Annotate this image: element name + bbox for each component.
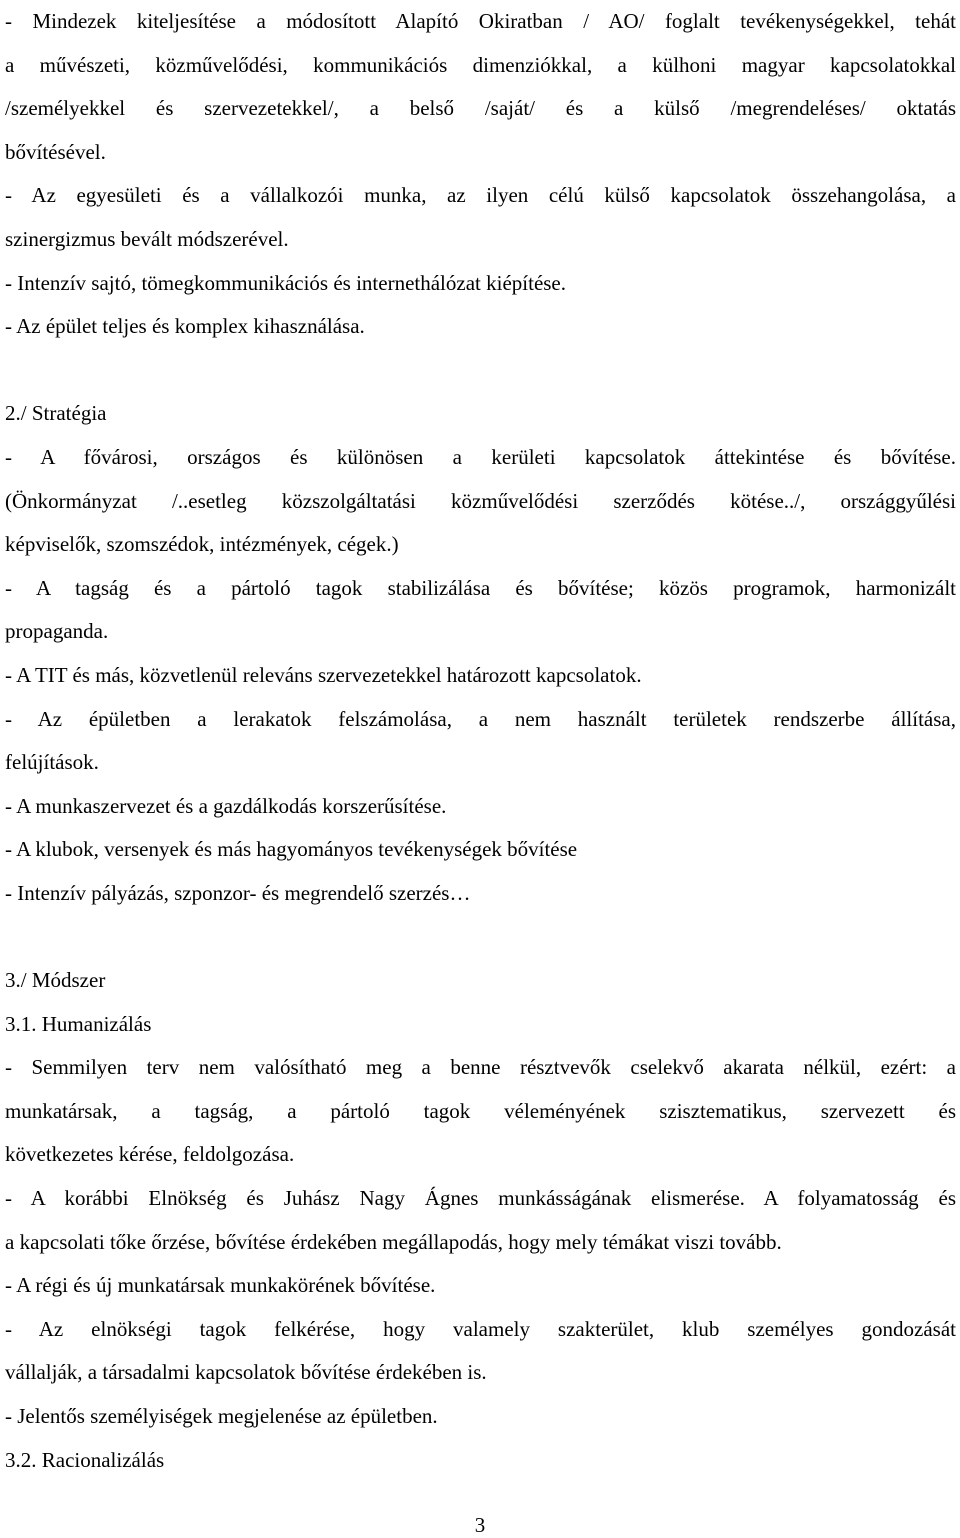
text-line: - Az épületben a lerakatok felszámolása, a nem használt területek rendszerbe állítása, — [5, 706, 956, 731]
text-line: 3.2. Racionalizálás — [5, 1447, 165, 1472]
text-line: - A fővárosi, országos és különösen a kerületi kapcsolatok áttekintése és bővítése. — [5, 444, 956, 469]
text-line: a kapcsolati tőke őrzése, bővítése érdekében megállapodás, hogy mely témákat viszi tovább. — [5, 1229, 782, 1254]
text-line: - A tagság és a pártoló tagok stabilizálása és bővítése; közös programok, harmonizált — [5, 575, 956, 600]
text-line: - Az elnökségi tagok felkérése, hogy valamely szakterület, klub személyes gondozását — [5, 1316, 956, 1341]
text-line: - A TIT és más, közvetlenül releváns szervezetekkel határozott kapcsolatok. — [5, 662, 642, 687]
text-line: bővítésével. — [5, 139, 106, 164]
text-line: - Intenzív sajtó, tömegkommunikációs és internethálózat kiépítése. — [5, 270, 567, 295]
text-line: - Semmilyen terv nem valósítható meg a benne résztvevők cselekvő akarata nélkül, ezért: a — [5, 1055, 956, 1080]
text-line: - A munkaszervezet és a gazdálkodás korszerűsítése. — [5, 793, 447, 818]
text-line: - A klubok, versenyek és más hagyományos tevékenységek bővítése — [5, 837, 578, 862]
text-line: - A korábbi Elnökség és Juhász Nagy Ágnes munkásságának elismerése. A folyamatosság és — [5, 1186, 956, 1211]
blank-line — [5, 349, 956, 393]
text-line: 3.1. Humanizálás — [5, 1011, 152, 1036]
text-line: 3./ Módszer — [5, 968, 106, 993]
blank-line — [5, 915, 956, 959]
page-number: 3 — [474, 1513, 486, 1537]
text-line: képviselők, szomszédok, intézmények, cégek.) — [5, 532, 399, 557]
text-line: felújítások. — [5, 750, 99, 775]
text-line: /személyekkel és szervezetekkel/, a belső /saját/ és a külső /megrendeléses/ oktatás — [5, 96, 956, 121]
text-line: - Jelentős személyiségek megjelenése az épületben. — [5, 1404, 438, 1428]
text-line: propaganda. — [5, 619, 109, 644]
text-line: - Az épület teljes és komplex kihasználása. — [5, 314, 365, 339]
text-line: vállalják, a társadalmi kapcsolatok bővítése érdekében is. — [5, 1360, 487, 1385]
text-line: munkatársak, a tagság, a pártoló tagok véleményének szisztematikus, szervezett és — [5, 1098, 956, 1123]
text-line: (Önkormányzat /..esetleg közszolgáltatási közművelődési szerződés kötése../, országgyűlési — [5, 488, 956, 513]
document-body — [5, 0, 956, 1482]
text-line: következetes kérése, feldolgozása. — [5, 1142, 295, 1167]
text-line: a művészeti, közművelődési, kommunikációs dimenziókkal, a külhoni magyar kapcsolatokkal — [5, 52, 956, 77]
text-line: - Intenzív pályázás, szponzor- és megrendelő szerzés… — [5, 880, 471, 905]
text-line: - Az egyesületi és a vállalkozói munka, az ilyen célú külső kapcsolatok összehangolása, a — [5, 183, 956, 208]
text-line: - A régi és új munkatársak munkakörének bővítése. — [5, 1273, 436, 1298]
text-line: szinergizmus bevált módszerével. — [5, 226, 289, 251]
text-line: - Mindezek kiteljesítése a módosított Alapító Okiratban / AO/ foglalt tevékenységekkel, tehát — [5, 9, 956, 33]
text-line: 2./ Stratégia — [5, 401, 107, 426]
